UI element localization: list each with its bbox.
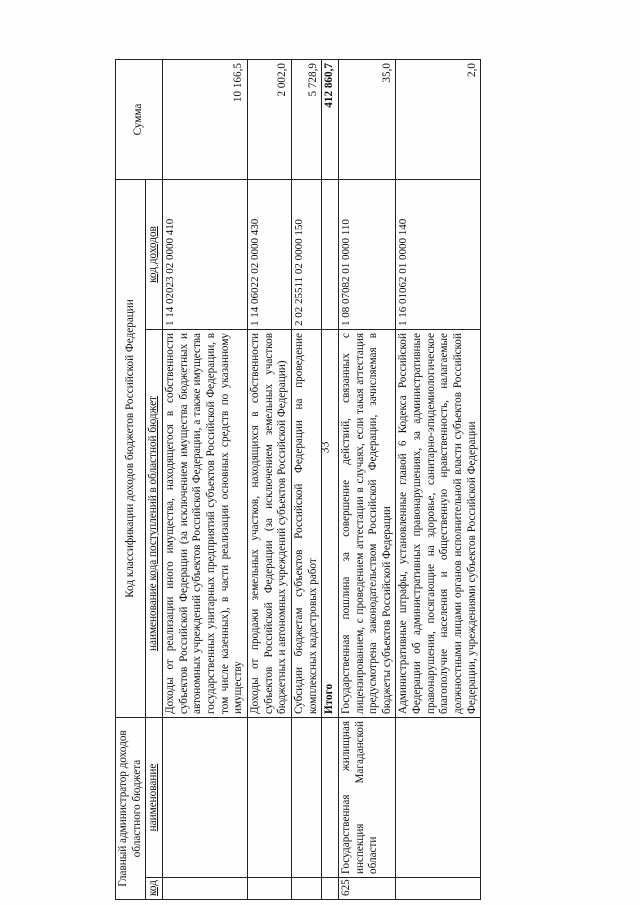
total-empty-code <box>322 878 339 900</box>
rotated-table-area <box>115 60 540 900</box>
row-sum: 5 728,9 <box>291 59 321 179</box>
total-label: Итого <box>322 330 339 718</box>
header-sum: Сумма <box>116 59 163 179</box>
row-admin-name <box>396 718 481 878</box>
row-sum: 2 002,0 <box>247 59 291 179</box>
row-income-name: Административные штрафы, установленные главой 6 Кодекса Российской Федерации об административных правонарушениях, за административные правонарушения, посягающие на здоровье, санитарно-эпидемиологическое благополучие населения и общественную нравственность, налагаемые должностными лицами органов исполнительной власти субъектов Российской Федерации, учреждениями субъектов Российской Федерации <box>396 330 481 718</box>
table-row <box>291 59 321 899</box>
row-income-name: Доходы от реализации иного имущества, находящегося в собственности субъектов Российской Федерации (за исключением имущества бюджетных и автономных учреждений субъектов Российской Федерации, а также имущества государственных унитарных предприятий субъектов Российской Федерации, в том числе казенных), в части реализации основных средств по указанному имуществу <box>162 330 247 718</box>
row-income-name: Государственная пошлина за совершение действий, связанных с лицензированием, с проведением аттестации в случаях, если такая аттестация предусмотрена законодательством Российской Федерации, зачисляемая в бюджеты субъектов Российской Федерации <box>338 330 396 718</box>
total-sum: 412 860,7 <box>322 59 339 179</box>
row-admin-code <box>396 878 481 900</box>
table-row <box>338 59 396 899</box>
row-sum: 2,0 <box>396 59 481 179</box>
row-sum: 35,0 <box>338 59 396 179</box>
table-wrapper <box>115 60 540 900</box>
total-empty-admin <box>322 718 339 878</box>
row-admin-name <box>291 718 321 878</box>
header-row-1 <box>116 59 146 899</box>
header-income-name: наименование кода поступлений в областной бюджет <box>146 330 163 718</box>
row-admin-name: Государственная жилищная инспекция Магаданской области <box>338 718 396 878</box>
total-empty-kd <box>322 179 339 329</box>
row-income-code: 1 14 06022 02 0000 430 <box>247 179 291 329</box>
table-row <box>162 59 247 899</box>
header-row-2 <box>146 59 163 899</box>
row-sum: 10 166,5 <box>162 59 247 179</box>
table-row <box>396 59 481 899</box>
row-income-code: 1 08 07082 01 0000 110 <box>338 179 396 329</box>
row-admin-name <box>247 718 291 878</box>
income-classification-table <box>115 59 481 900</box>
table-row <box>247 59 291 899</box>
row-income-code: 1 14 02023 02 0000 410 <box>162 179 247 329</box>
row-admin-code <box>247 878 291 900</box>
row-admin-code: 625 <box>338 878 396 900</box>
row-admin-name <box>162 718 247 878</box>
row-income-name: Субсидии бюджетам субъектов Российской Федерации на проведение комплексных кадастровых работ <box>291 330 321 718</box>
row-income-code: 1 16 01062 01 0000 140 <box>396 179 481 329</box>
total-row <box>322 59 339 899</box>
row-income-code: 2 02 25511 02 0000 150 <box>291 179 321 329</box>
header-admin-group: Главный администратор доходов областного бюджета <box>116 718 146 900</box>
row-admin-code <box>162 878 247 900</box>
header-admin-name: наименование <box>146 718 163 878</box>
header-admin-code: код <box>146 878 163 900</box>
header-income-code: код доходов <box>146 179 163 329</box>
row-admin-code <box>291 878 321 900</box>
header-classification-group: Код классификации доходов бюджетов Российской Федерации <box>116 179 146 717</box>
page-number: 33 <box>317 441 332 454</box>
row-income-name: Доходы от продажи земельных участков, находящихся в собственности субъектов Российской Федерации (за исключением земельных участков бюджетных и автономных учреждений субъектов Российской Федерации) <box>247 330 291 718</box>
